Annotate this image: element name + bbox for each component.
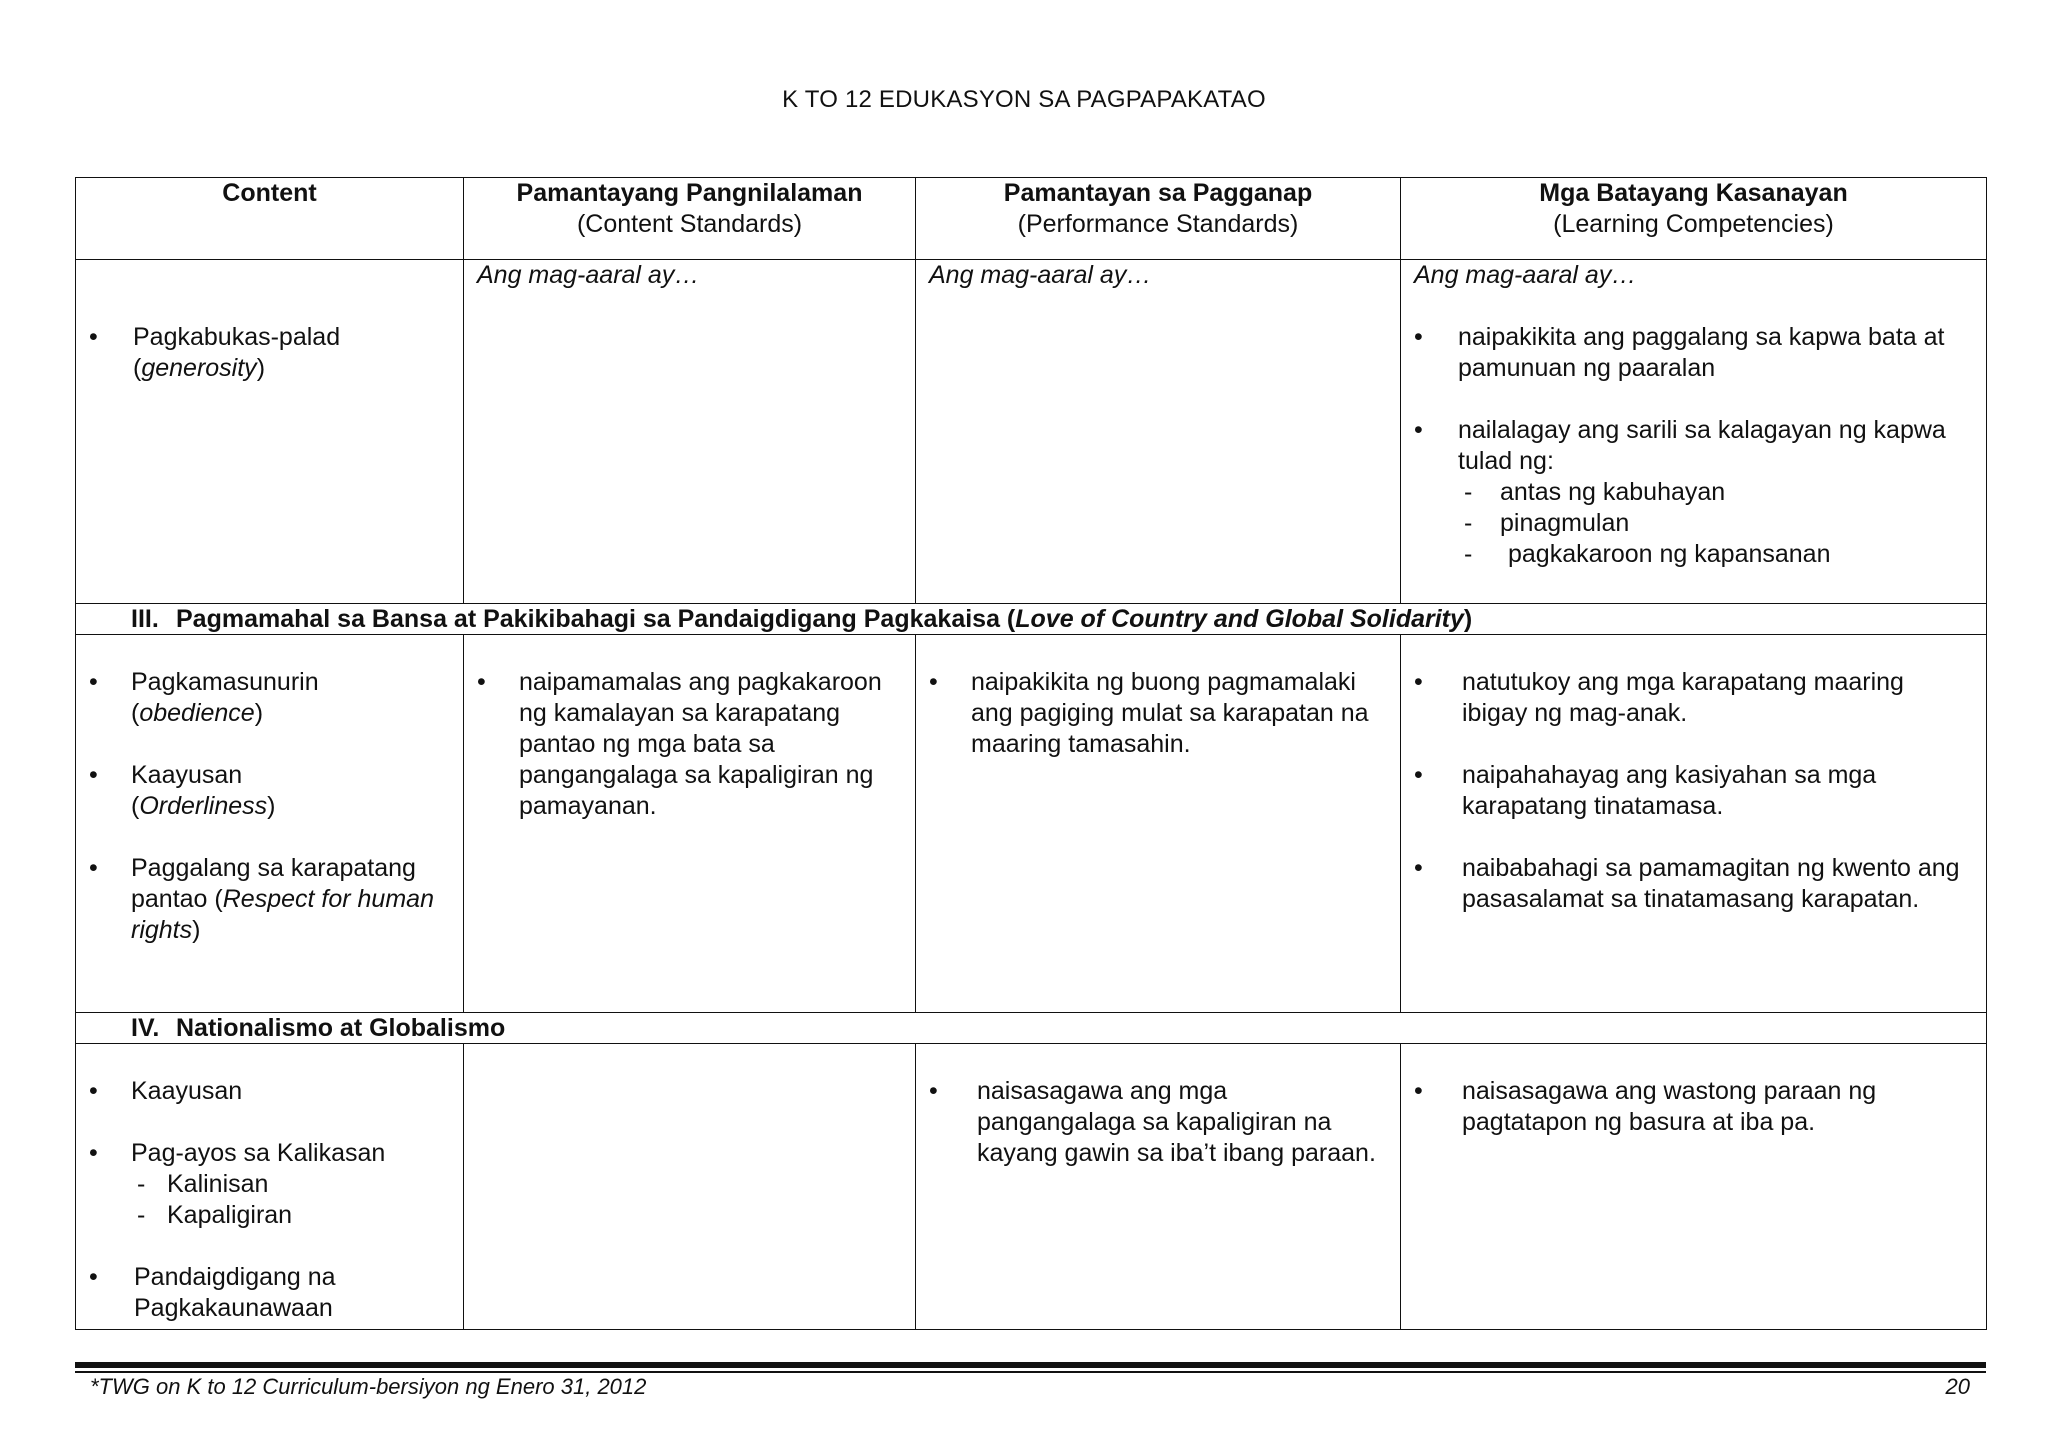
header-performance-standards: [916, 178, 1401, 260]
subitem-text: Kapaligiran: [167, 1201, 293, 1229]
bullet-icon: •: [929, 1077, 938, 1105]
bullet-icon: •: [1414, 668, 1423, 696]
content-sublist: [131, 1169, 463, 1231]
content-standard-list: [464, 667, 915, 822]
bullet-icon: •: [89, 1077, 98, 1105]
header-row: [76, 178, 1987, 260]
list-item: • Paggalang sa karapatang pantao (Respect for human rights): [89, 854, 434, 944]
competency-cell: [1401, 635, 1987, 1013]
header-performance-standards-sub: (Performance Standards): [1017, 210, 1299, 238]
competency-list: [1401, 1076, 1986, 1138]
section-title: Nationalismo at Globalismo: [176, 1014, 506, 1042]
header-learning-competencies-sub: (Learning Competencies): [1553, 210, 1834, 238]
table-row: [76, 635, 1987, 1013]
performance-standard-text: naisasagawa ang mga pangangalaga sa kapaligiran na kayang gawin sa iba’t ibang paraan.: [977, 1077, 1376, 1167]
list-item: [1401, 667, 1986, 729]
list-item: [76, 1138, 463, 1231]
competency-sublist: [1458, 477, 1986, 570]
content-standard-cell: [464, 1044, 916, 1330]
header-content-standards: [464, 178, 916, 260]
section-row: [76, 604, 1987, 635]
content-list: [76, 322, 463, 384]
content-standard-cell: [464, 260, 916, 604]
content-cell: [76, 635, 464, 1013]
header-content-label: Content: [222, 179, 317, 207]
content-list: [76, 1076, 463, 1324]
section-number: IV.: [131, 1014, 160, 1042]
footer-note: *TWG on K to 12 Curriculum-bersiyon ng Enero 31, 2012: [90, 1374, 647, 1399]
bullet-icon: •: [477, 668, 486, 696]
content-item-text: Kaayusan: [131, 1077, 243, 1105]
header-learning-competencies-label: Mga Batayang Kasanayan: [1539, 179, 1848, 207]
table-row: [76, 1044, 1987, 1330]
bullet-icon: •: [1414, 1077, 1423, 1105]
performance-standard-cell: [916, 260, 1401, 604]
list-item: [76, 1262, 463, 1324]
bullet-icon: •: [1414, 761, 1423, 789]
competency-text: naipahahayag ang kasiyahan sa mga karapatang tinatamasa.: [1462, 761, 1877, 820]
list-item: [1458, 539, 1986, 570]
list-item: [1401, 1076, 1986, 1138]
content-item-note: Respect for human rights: [131, 885, 434, 944]
competency-list: [1401, 667, 1986, 915]
content-standard-text: naipamamalas ang pagkakaroon ng kamalayan sa karapatang pantao ng mga bata sa pangangalaga sa kapaligiran ng pamayanan.: [519, 668, 882, 820]
header-learning-competencies: [1401, 178, 1987, 260]
list-item: [464, 667, 915, 822]
content-standard-cell: [464, 635, 916, 1013]
content-cell: [76, 260, 464, 604]
page-title: K TO 12 EDUKASYON SA PAGPAPAKATAO: [782, 86, 1266, 113]
page-number: 20: [1945, 1374, 1970, 1399]
content-item-text: Kaayusan: [131, 761, 243, 789]
intro-text: Ang mag-aaral ay…: [929, 261, 1152, 289]
bullet-icon: •: [89, 1139, 98, 1167]
list-item: [916, 1076, 1400, 1169]
competency-cell: [1401, 260, 1987, 604]
content-item-text: Pagkamasunurin: [131, 668, 319, 696]
list-item: [916, 667, 1400, 760]
section-heading: [76, 1013, 1987, 1044]
bullet-icon: •: [929, 668, 938, 696]
intro-text: Ang mag-aaral ay…: [477, 261, 700, 289]
performance-standard-cell: [916, 1044, 1401, 1330]
bullet-icon: •: [89, 668, 98, 696]
section-title: Pagmamahal sa Bansa at Pakikibahagi sa Pandaigdigang Pagkakaisa (: [176, 605, 1016, 633]
list-item: • Pagkamasunurin (obedience): [89, 668, 319, 727]
dash-icon: -: [1464, 478, 1473, 506]
bullet-icon: •: [1414, 854, 1423, 882]
bullet-icon: •: [89, 854, 98, 882]
content-item-text: Paggalang sa karapatang pantao: [131, 854, 416, 913]
list-item: [1401, 415, 1986, 570]
competency-list: [1401, 322, 1986, 570]
performance-standard-text: naipakikita ng buong pagmamalaki ang pagiging mulat sa karapatan na maaring tamasahin.: [971, 668, 1369, 758]
competency-text: natutukoy ang mga karapatang maaring ibigay ng mag-anak.: [1462, 668, 1904, 727]
dash-icon: -: [1464, 509, 1473, 537]
section-title-close: ): [1463, 605, 1473, 633]
section-heading: [76, 604, 1987, 635]
competency-text: nailalagay ang sarili sa kalagayan ng kapwa tulad ng:: [1458, 416, 1946, 475]
content-cell: [76, 1044, 464, 1330]
list-item: [1458, 477, 1986, 508]
header-performance-standards-label: Pamantayan sa Pagganap: [1003, 179, 1313, 207]
list-item: [131, 1200, 463, 1231]
list-item: [1401, 322, 1986, 384]
dash-icon: -: [1464, 540, 1473, 568]
header-content-standards-sub: (Content Standards): [576, 210, 803, 238]
subitem-text: Kalinisan: [167, 1170, 269, 1198]
content-item-note: Orderliness: [139, 792, 268, 820]
subitem-text: antas ng kabuhayan: [1500, 478, 1726, 506]
bullet-icon: •: [1414, 416, 1423, 444]
intro-text: Ang mag-aaral ay…: [1414, 261, 1637, 289]
content-item-text: Pandaigdigang na Pagkakaunawaan: [134, 1263, 336, 1322]
header-content-standards-label: Pamantayang Pangnilalaman: [516, 179, 863, 207]
competency-cell: [1401, 1044, 1987, 1330]
competency-text: naipakikita ang paggalang sa kapwa bata at pamunuan ng paaralan: [1458, 323, 1945, 382]
performance-standard-cell: [916, 635, 1401, 1013]
subitem-text: pinagmulan: [1500, 509, 1630, 537]
performance-standard-list: [916, 1076, 1400, 1169]
subitem-text: pagkakaroon ng kapansanan: [1508, 540, 1831, 568]
curriculum-table: [75, 177, 1987, 1330]
list-item: [1401, 760, 1986, 822]
bullet-icon: •: [1414, 323, 1423, 351]
content-list: [76, 667, 463, 946]
table-row: [76, 260, 1987, 604]
bullet-icon: •: [89, 761, 98, 789]
competency-text: naibabahagi sa pamamagitan ng kwento ang pasasalamat sa tinatamasang karapatan.: [1462, 854, 1960, 913]
list-item: [1458, 508, 1986, 539]
section-row: [76, 1013, 1987, 1044]
section-title-english: Love of Country and Global Solidarity: [1015, 605, 1464, 633]
list-item: [76, 1076, 463, 1107]
content-item-note: generosity: [141, 354, 257, 382]
list-item: • Pagkabukas-palad (generosity): [89, 323, 341, 382]
list-item: [131, 1169, 463, 1200]
list-item: • Kaayusan (Orderliness): [89, 761, 276, 820]
list-item: [1401, 853, 1986, 915]
competency-text: naisasagawa ang wastong paraan ng pagtatapon ng basura at iba pa.: [1462, 1077, 1877, 1136]
dash-icon: -: [137, 1201, 146, 1229]
section-number: III.: [131, 605, 159, 633]
header-content: [76, 178, 464, 260]
bullet-icon: •: [89, 323, 98, 351]
performance-standard-list: [916, 667, 1400, 760]
footer-rule-thick: [75, 1362, 1986, 1368]
dash-icon: -: [137, 1170, 146, 1198]
content-item-text: Pag-ayos sa Kalikasan: [131, 1139, 386, 1167]
bullet-icon: •: [89, 1263, 98, 1291]
content-item-note: obedience: [139, 699, 255, 727]
footer-rule-thin: [75, 1371, 1986, 1373]
content-item-text: Pagkabukas-palad: [133, 323, 341, 351]
